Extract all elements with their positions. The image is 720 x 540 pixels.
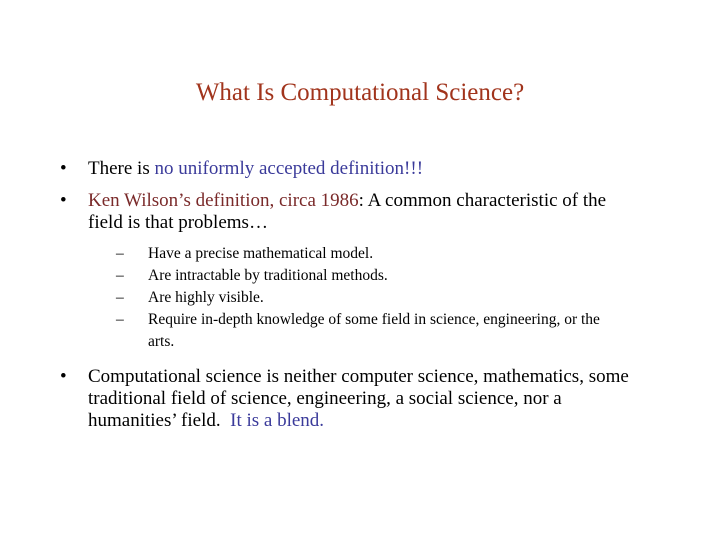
- bullet-text: Computational science is neither computer science, mathematics, some: [88, 366, 629, 387]
- bullet-highlight: Ken Wilson’s definition, circa 1986: [88, 190, 359, 211]
- sub-bullet-text: Are intractable by traditional methods.: [148, 267, 388, 284]
- bullet-item-blend: [60, 366, 660, 432]
- bullet-highlight: no uniformly accepted definition!!!: [154, 158, 424, 179]
- bullet-marker: •: [60, 190, 67, 211]
- bullet-highlight: It is a blend.: [230, 410, 325, 431]
- slide-title: What Is Computational Science?: [195, 79, 525, 106]
- bullet-item-wilson-definition: [60, 190, 660, 353]
- sub-bullet-item: [116, 265, 660, 287]
- dash-marker: –: [116, 267, 124, 284]
- sub-bullet-list: [116, 243, 660, 353]
- dash-marker: –: [116, 311, 124, 328]
- dash-marker: –: [116, 289, 124, 306]
- bullet-marker: •: [60, 366, 67, 387]
- bullet-text-continuation: traditional field of science, engineering, a social science, nor a: [88, 388, 562, 409]
- dash-marker: –: [116, 245, 124, 262]
- sub-bullet-item: [116, 243, 660, 265]
- sub-bullet-text-continuation: arts.: [148, 333, 175, 350]
- sub-bullet-text: Are highly visible.: [148, 289, 264, 306]
- sub-bullet-text: Have a precise mathematical model.: [148, 245, 374, 262]
- bullet-text: : A common characteristic of the: [358, 190, 607, 211]
- sub-bullet-item: [116, 287, 660, 309]
- bullet-item-definition-lack: [60, 158, 660, 180]
- sub-bullet-text: Require in-depth knowledge of some field in science, engineering, or the: [148, 311, 600, 328]
- bullet-list: [60, 158, 660, 432]
- bullet-text-continuation: field is that problems…: [88, 212, 268, 233]
- bullet-text-continuation: humanities’ field.: [88, 410, 231, 431]
- bullet-text: There is: [88, 158, 155, 179]
- sub-bullet-item: [116, 309, 660, 353]
- bullet-marker: •: [60, 158, 67, 179]
